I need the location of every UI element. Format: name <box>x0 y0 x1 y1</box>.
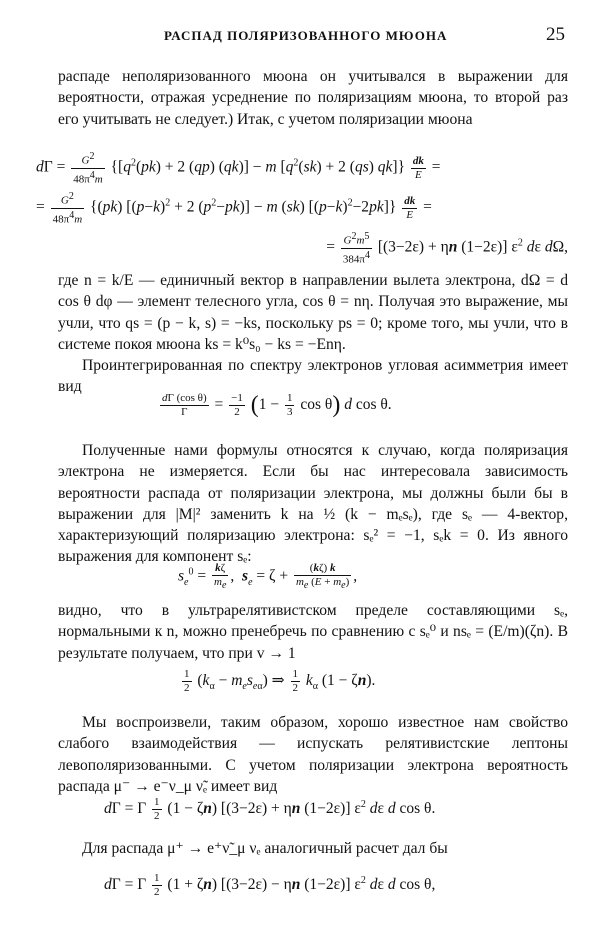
paragraph-2: где n = k/E — единичный вектор в направлении вылета электрона, dΩ = d cos θ dφ — элемент телесного угла, cos θ = nη. Получая это выражение, мы учли, что qs = (p − k, s) = −ks, поскольку ps = 0; кроме того, мы учли, что в системе покоя мюона ks = k⁰s₀ − ks = −Enη. Проинтегрированная по спектру электронов угловая асимметрия имеет вид <box>58 272 568 396</box>
paragraph-1: распаде неполяризованного мюона он учитывался в выражении для вероятности, отражая усреднение по поляризациям мюона, то второй раз его учитывать не следует.) Итак, с учетом поляризации мюона <box>58 68 568 128</box>
equation-1b: = $\frac{G^2}{48\pi^4m}$ {(pk) [$(p-k)^2 + 2$ $(p^2-pk)] - m$ (sk) $[(p-k)^2-2pk]$} $\frac{dk}{E}$ = <box>36 191 432 226</box>
equation-2: $\frac{\text{dΓ (cos θ)}}{\Gamma}$ = $\frac{-1}{2}$ (1 − $\frac{1}{3}$ cos θ) d cos θ. <box>162 392 392 418</box>
equation-5: dΓ = Γ $\frac{1}{2}$ (1 − ζn) [(3−2ε) + ηn (1−2ε)] $\varepsilon^2$ dε d cos θ. <box>104 796 436 822</box>
page-header <box>0 26 600 50</box>
paragraph-4: Полученные нами формулы относятся к случаю, когда поляризация электрона не измеряется. Если бы нас интересовала зависимость вероятности распада от поляризации электрона, мы должны были бы в выражении для |M|² заменить k на ½ (k − mₑsₑ), где sₑ — 4-вектор, характеризующий поляризацию электрона: sₑ² = −1, sₑk = 0. Из явного выражения для компонент sₑ: <box>58 442 568 566</box>
equation-4: $\frac{1}{2}$ $(k_\alpha - m_es_{e\alpha})$ ⇒ $\frac{1}{2}$ $k_\alpha$ (1 − ζn). <box>184 668 376 694</box>
equation-3: $s_e^0$ = $\frac{k\zeta}{m_e}$ , $s_e = \zeta$ + $\frac{(k\zeta) k}{m_e (E + m_e)}$ , <box>178 562 358 592</box>
paragraph-5: видно, что в ультрарелятивистском пределе составляющими sₑ, нормальными к n, можно пренебречь по сравнению с sₑ⁰ и nsₑ = (E/m)(ζn). В результате получаем, что при v → 1 <box>58 602 568 662</box>
equation-1a: dΓ = $\frac{G^2}{48\pi^4m}$ {[$q^2(pk) + 2$ (qp) (qk)] − m [$q^2(sk) + 2$ (qs) qk]} $\frac{dk}{E}$ = <box>36 151 441 186</box>
paragraph-6: Мы воспроизвели, таким образом, хорошо известное нам свойство слабого взаимодействия — испускать релятивистские лептоны левополяризованными. С учетом поляризации электрона вероятность распада μ⁻ → e⁻ν_μ ν̃ₑ имеет вид <box>58 714 568 795</box>
equation-1c: = $\frac{G^2m^5}{384\pi^4}$ [(3−2ε) + ηn (1−2ε)] $\varepsilon^2$ dε dΩ, <box>326 231 568 266</box>
paragraph-7: Для распада μ⁺ → e⁺ν̃_μ νₑ аналогичный расчет дал бы <box>82 840 448 857</box>
page-number: 25 <box>546 24 565 45</box>
equation-6: dΓ = Γ $\frac{1}{2}$ (1 + ζn) [(3−2ε) − ηn (1−2ε)] $\varepsilon^2$ dε d cos θ, <box>104 872 436 898</box>
running-title: РАСПАД ПОЛЯРИЗОВАННОГО МЮОНА <box>164 28 448 43</box>
